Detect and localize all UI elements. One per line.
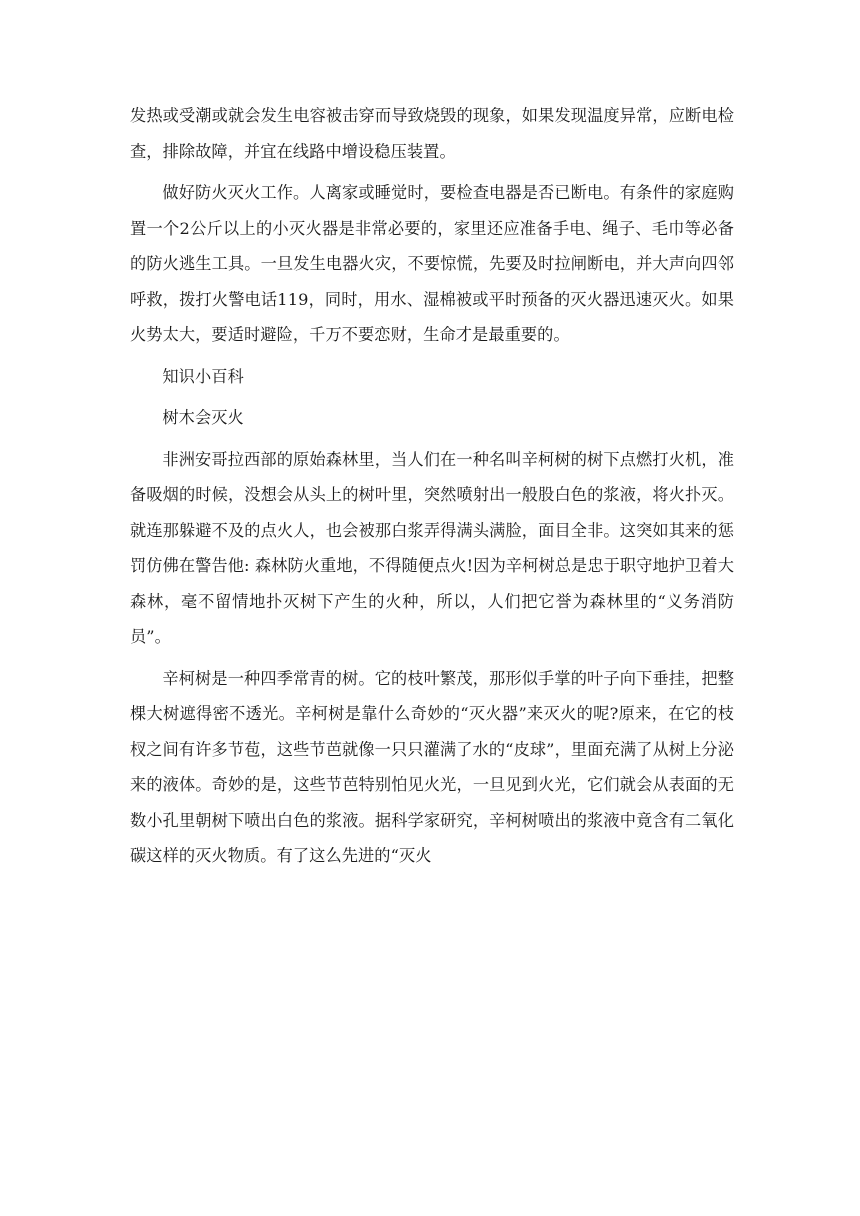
article-title: 树木会灭火: [162, 408, 244, 427]
paragraph-fire-prevention: 做好防火灭火工作。人离家或睡觉时，要检查电器是否已断电。有条件的家庭购置一个2公斤以上的小灭火器是非常必要的，家里还应准备手电、绳子、毛巾等必备的防火逃生工具。一旦发生电器火灾，不要惊慌，先要及时拉闸断电，并大声向四邻呼救，拨打火警电话119，同时，用水、湿棉被或平时预备的灭火器迅速灭火。如果火势太大，要适时避险，千万不要恋财，生命才是最重要的。: [130, 183, 734, 344]
paragraph-continued: 发热或受潮或就会发生电容被击穿而导致烧毁的现象，如果发现温度异常，应断电检查，排除故障，并宜在线路中增设稳压装置。: [130, 106, 734, 161]
paragraph-sinko-tree-intro: 非洲安哥拉西部的原始森林里，当人们在一种名叫辛柯树的树下点燃打火机，准备吸烟的时候，没想会从头上的树叶里，突然喷射出一般股白色的浆液，将火扑灭。就连那躲避不及的点火人，也会被那白浆弄得满头满脸，面目全非。这突如其来的惩罚仿佛在警告他: 森林防火重地，不得随便点火!因为辛柯树总是忠于职守地护卫着大森林，毫不留情地扑灭树下产生的火种，所以，人们把它誉为森林里的“义务消防员”。: [130, 449, 734, 646]
paragraph-sinko-tree-mechanism: 辛柯树是一种四季常青的树。它的枝叶繁茂，那形似手掌的叶子向下垂挂，把整棵大树遮得密不透光。辛柯树是靠什么奇妙的“灭火器”来灭火的呢?原来，在它的枝杈之间有许多节苞，这些节芭就像一只只灌满了水的“皮球”，里面充满了从树上分泌来的液体。奇妙的是，这些节芭特别怕见火光，一旦见到火光，它们就会从表面的无数小孔里朝树下喷出白色的浆液。据科学家研究，辛柯树喷出的浆液中竟含有二氧化碳这样的灭火物质。有了这么先进的“灭火: [130, 668, 734, 865]
document-body: [130, 98, 734, 874]
section-label: 知识小百科: [162, 366, 244, 386]
